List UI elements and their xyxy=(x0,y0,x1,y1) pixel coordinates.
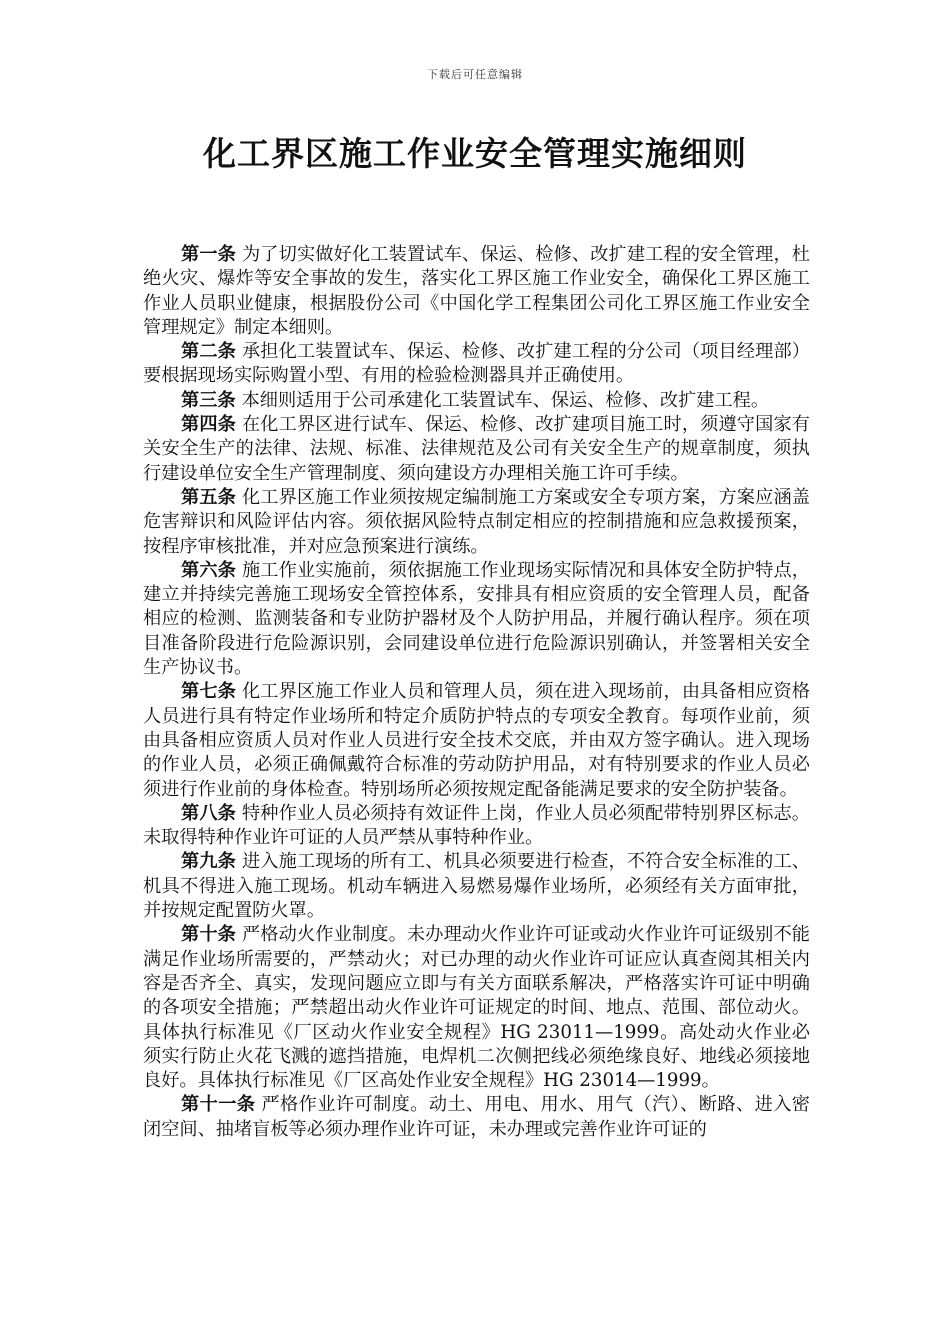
article-text: 严格作业许可制度。动土、用电、用水、用气（汽）、断路、进入密闭空间、抽堵盲板等必须办理作业许可证，未办理或完善作业许可证的 xyxy=(143,1094,810,1140)
document-title: 化工界区施工作业安全管理实施细则 xyxy=(203,134,747,173)
article-1 xyxy=(143,243,810,340)
article-7 xyxy=(143,680,810,801)
article-text: 施工作业实施前，须依据施工作业现场实际情况和具体安全防护特点，建立并持续完善施工现场安全管控体系，安排具有相应资质的安全管理人员，配备相应的检测、监测装备和专业防护器材及个人防护用品，并履行确认程序。须在项目准备阶段进行危险源识别，会同建设单位进行危险源识别确认，并签署相关安全生产协议书。 xyxy=(143,559,810,679)
article-text: 化工界区施工作业须按规定编制施工方案或安全专项方案，方案应涵盖危害辩识和风险评估内容。须依据风险特点制定相应的控制措施和应急救援预案，按程序审核批准，并对应急预案进行演练。 xyxy=(143,486,810,557)
article-number: 第八条 xyxy=(181,802,236,824)
article-5 xyxy=(143,486,810,559)
header-note: 下载后可任意编辑 xyxy=(427,68,523,81)
article-11 xyxy=(143,1093,810,1142)
article-text: 严格动火作业制度。未办理动火作业许可证或动火作业许可证级别不能满足作业场所需要的，严禁动火；对已办理的动火作业许可证应认真查阅其相关内容是否齐全、真实，发现问题应立即与有关方面联系解决，严格落实许可证中明确的各项安全措施；严禁超出动火作业许可证规定的时间、地点、范围、部位动火。具体执行标准见《厂区动火作业安全规程》HG 23011—1999。高处动火作业必须实行防止火花飞溅的遮挡措施，电焊机二次侧把线必须绝缘良好、地线必须接地良好。具体执行标准见《厂区高处作业安全规程》HG 23014—1999。 xyxy=(143,924,810,1092)
article-9 xyxy=(143,850,810,923)
article-4 xyxy=(143,413,810,486)
article-number: 第十条 xyxy=(181,924,236,946)
article-8 xyxy=(143,802,810,851)
article-text: 为了切实做好化工装置试车、保运、检修、改扩建工程的安全管理，杜绝火灾、爆炸等安全事故的发生，落实化工界区施工作业安全，确保化工界区施工作业人员职业健康，根据股份公司《中国化学工程集团公司化工界区施工作业安全管理规定》制定本细则。 xyxy=(143,244,810,338)
article-2 xyxy=(143,340,810,389)
article-3 xyxy=(143,389,810,413)
article-text: 进入施工现场的所有工、机具必须要进行检查，不符合安全标准的工、机具不得进入施工现场。机动车辆进入易燃易爆作业场所，必须经有关方面审批，并按规定配置防火罩。 xyxy=(143,851,810,922)
article-text: 化工界区施工作业人员和管理人员，须在进入现场前，由具备相应资格人员进行具有特定作业场所和特定介质防护特点的专项安全教育。每项作业前，须由具备相应资质人员对作业人员进行安全技术交底，并由双方签字确认。进入现场的作业人员，必须正确佩戴符合标准的劳动防护用品，对有特别要求的作业人员必须进行作业前的身体检查。特别场所必须按规定配备能满足要求的安全防护装备。 xyxy=(143,681,810,800)
article-text: 在化工界区进行试车、保运、检修、改扩建项目施工时，须遵守国家有关安全生产的法律、法规、标准、法律规范及公司有关安全生产的规章制度，须执行建设单位安全生产管理制度、须向建设方办理相关施工许可手续。 xyxy=(143,414,810,484)
article-6 xyxy=(143,559,810,680)
article-number: 第三条 xyxy=(181,389,236,411)
article-number: 第七条 xyxy=(181,681,236,703)
article-number: 第六条 xyxy=(181,559,236,581)
article-body xyxy=(143,243,810,1142)
article-number: 第十一条 xyxy=(181,1094,256,1116)
article-text: 本细则适用于公司承建化工装置试车、保运、检修、改扩建工程。 xyxy=(241,389,770,411)
article-number: 第五条 xyxy=(181,486,236,508)
article-number: 第二条 xyxy=(181,341,236,363)
article-number: 第九条 xyxy=(181,851,236,873)
article-number: 第一条 xyxy=(181,244,236,265)
article-number: 第四条 xyxy=(181,414,236,436)
article-text: 承担化工装置试车、保运、检修、改扩建工程的分公司（项目经理部）要根据现场实际购置小型、有用的检验检测器具并正确使用。 xyxy=(143,341,810,387)
article-10 xyxy=(143,923,810,1093)
article-text: 特种作业人员必须持有效证件上岗，作业人员必须配带特别界区标志。未取得特种作业许可证的人员严禁从事特种作业。 xyxy=(143,802,810,849)
